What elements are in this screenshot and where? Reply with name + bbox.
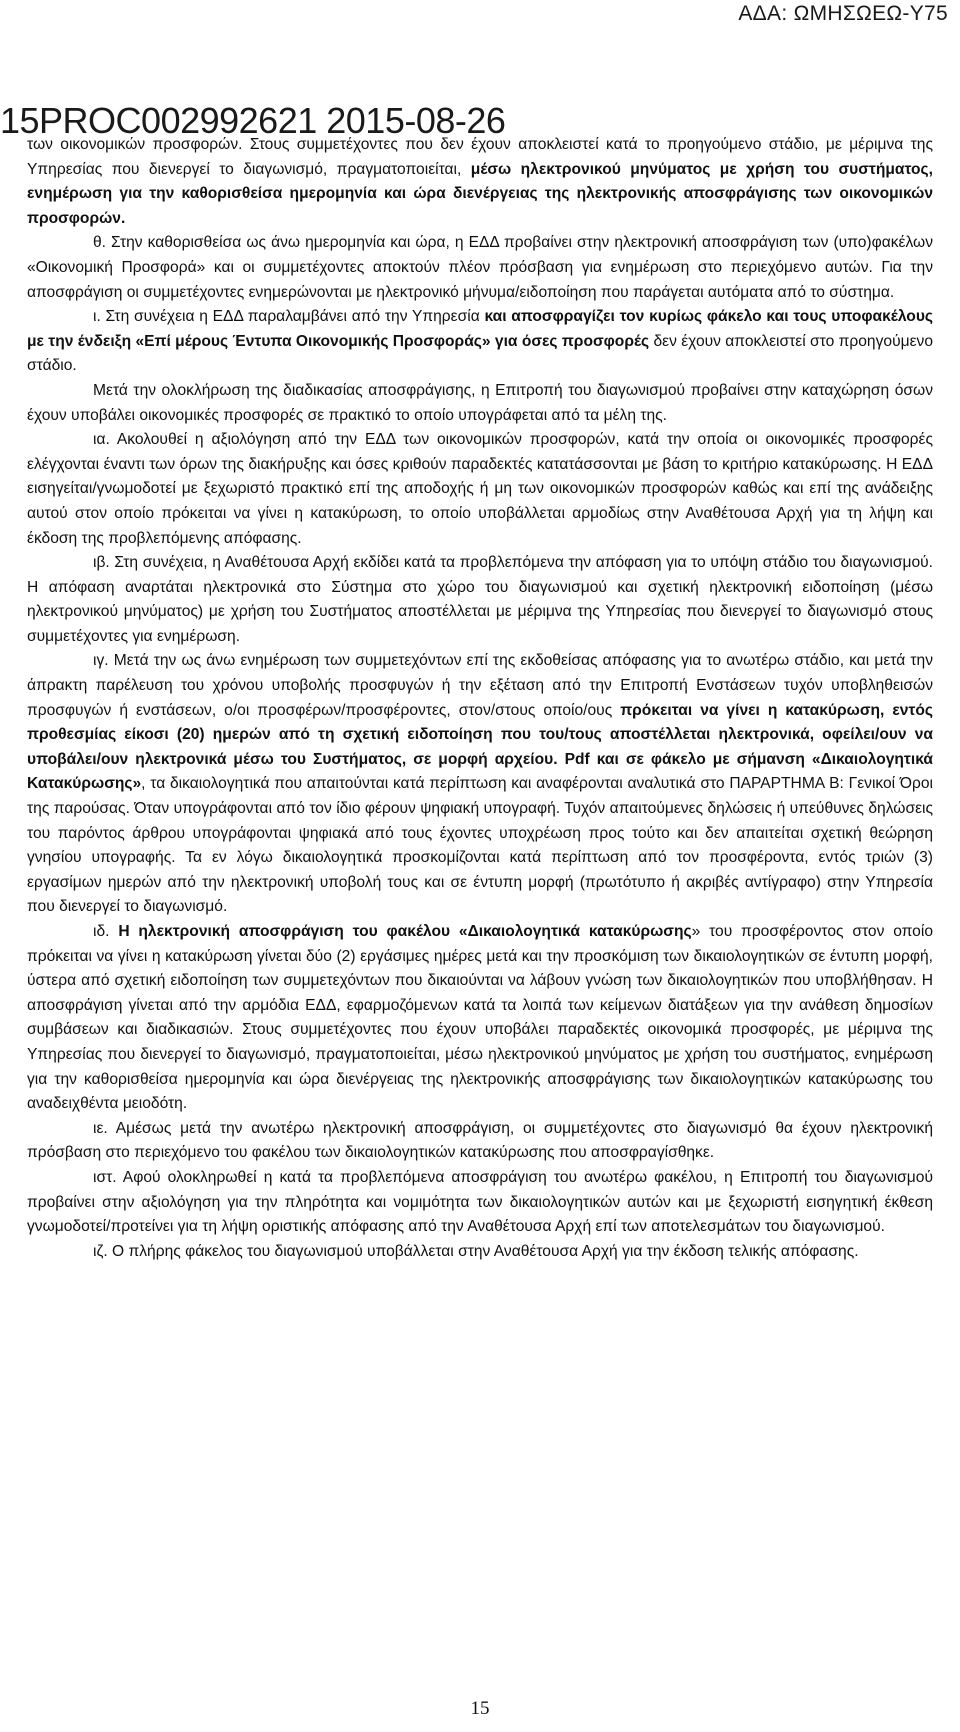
paragraph-after-unsealing: Μετά την ολοκλήρωση της διαδικασίας αποσφράγισης, η Επιτροπή του διαγωνισμού προβαίνει στην καταχώρηση όσων έχουν υποβάλει οικονομικές προσφορές σε πρακτικό το οποίο υπογράφεται από τα μέλη της. bbox=[27, 381, 933, 424]
document-body bbox=[27, 133, 933, 1264]
bold-segment: μέσω ηλεκτρονικού μηνύματος με χρήση του συστήματος, ενημέρωση για την καθορισθείσα ημερομηνία και ώρα διενέργειας της ηλεκτρονικής αποσφράγισης των οικονομικών προσφορών. bbox=[27, 160, 933, 227]
paragraph-theta: θ. Στην καθορισθείσα ως άνω ημερομηνία και ώρα, η ΕΔΔ προβαίνει στην ηλεκτρονική αποσφράγιση των (υπο)φακέλων «Οικονομική Προσφορά» και οι συμμετέχοντες αποκτούν πλέον πρόσβαση για ενημέρωση στο περιεχόμενο αυτών. Για την αποσφράγιση οι συμμετέχοντες ενημερώνονται με ηλεκτρονικό μήνυμα/ειδοποίηση που παράγεται αυτόματα από το σύστημα. bbox=[27, 234, 933, 301]
bold-segment: και αποσφραγίζει τον κυρίως φάκελο και τους υποφακέλους με την ένδειξη «Επί μέρους Έντυπα Οικονομικής Προσφοράς» για όσες προσφορές bbox=[27, 308, 934, 350]
paragraph-ia: ια. Ακολουθεί η αξιολόγηση από την ΕΔΔ των οικονομικών προσφορών, κατά την οποία οι οικονομικές προσφορές ελέγχονται έναντι των όρων της διακήρυξης και όσες κριθούν παραδεκτές κατατάσσονται με βάση το κριτήριο κατακύρωσης. Η ΕΔΔ εισηγείται/γνωμοδοτεί με ξεχωριστό πρακτικό επί της αποδοχής ή μη των οικονομικών προσφορών καθώς και επί της ανάδειξης αυτού στον οποίο πρόκειται να γίνει η κατακύρωση, το οποίο υποβάλλεται αρμοδίως στην Αναθέτουσα Αρχή για τη λήψη και έκδοση της προβλεπόμενης απόφασης. bbox=[27, 431, 933, 547]
text-segment: » του προσφέροντος στον οποίο πρόκειται να γίνει η κατακύρωση γίνεται δύο (2) εργάσιμες ημέρες μετά και την προσκόμιση των δικαιολογητικών σε έντυπη μορφή, ύστερα από σχετική ειδοποίηση των συμμετεχόντων που δικαιούνται να λάβουν γνώση των δικαιολογητικών που υποβλήθησαν. Η αποσφράγιση γίνεται από την αρμόδια ΕΔΔ, εφαρμοζόμενων κατά τα λοιπά των κείμενων διατάξεων για την ανάθεση δημοσίων συμβάσεων και διαδικασιών. Στους συμμετέχοντες που έχουν υποβάλει παραδεκτές οικονομικά προσφορές, με μέριμνα της Υπηρεσίας που διενεργεί το διαγωνισμό, πραγματοποιείται, μέσω ηλεκτρονικού μηνύματος με χρήση του συστήματος, ενημέρωση για την καθορισθείσα ημερομηνία και ώρα διενέργειας της ηλεκτρονικής αποσφράγισης των δικαιολογητικών κατακύρωσης του αναδειχθέντα μειοδότη. bbox=[27, 923, 933, 1113]
paragraph-ist: ιστ. Αφού ολοκληρωθεί η κατά τα προβλεπόμενα αποσφράγιση του ανωτέρω φακέλου, η Επιτροπή του διαγωνισμού προβαίνει στην αξιολόγηση για την πληρότητα και νομιμότητα των δικαιολογητικών αυτών και με ξεχωριστή εισηγητική έκθεση γνωμοδοτεί/προτείνει για τη λήψη οριστικής απόφασης από την Αναθέτουσα Αρχή επί των αποτελεσμάτων του διαγωνισμού. bbox=[27, 1168, 933, 1236]
ada-code: ΑΔΑ: ΩΜΗΣΩΕΩ-Υ75 bbox=[738, 2, 948, 25]
text-segment: των οικονομικών προσφορών. Στους συμμετέχοντες που δεν έχουν αποκλειστεί κατά το προηγούμενο στάδιο, με μέριμνα της Υπηρεσίας που διενεργεί το διαγωνισμό, πραγματοποιείται, bbox=[27, 136, 933, 178]
bold-segment: πρόκειται να γίνει η κατακύρωση, εντός προθεσμίας είκοσι (20) ημερών από τη σχετική ειδοποίηση που του/τους αποστέλλεται ηλεκτρονικά, οφείλει/ουν να υποβάλει/ουν ηλεκτρονικά μέσω του Συστήματος, σε μορφή αρχείου. Pdf και σε φάκελο με σήμανση «Δικαιολογητικά Κατακύρωσης» bbox=[27, 701, 933, 793]
page-number: 15 bbox=[470, 1698, 490, 1719]
paragraph-ig bbox=[27, 649, 933, 920]
paragraph-ie: ιε. Αμέσως μετά την ανωτέρω ηλεκτρονική αποσφράγιση, οι συμμετέχοντες στο διαγωνισμό θα έχουν ηλεκτρονική πρόσβαση στο περιεχόμενο του φακέλου των δικαιολογητικών κατακύρωσης που αποσφραγίσθηκε. bbox=[27, 1119, 933, 1162]
text-segment: ιγ. Μετά την ως άνω ενημέρωση των συμμετεχόντων επί της εκδοθείσας απόφασης για το ανωτέρω στάδιο, και μετά την άπρακτη παρέλευση του χρόνου υποβολής προσφυγών ή την εξέταση από την Επιτροπή Ενστάσεων τυχόν υποβληθεισών προσφυγών ή ενστάσεων, ο/οι προσφέρων/προσφέροντες, στον/στους οποίο/ους bbox=[27, 652, 933, 719]
bold-segment: Η ηλεκτρονική αποσφράγιση του φακέλου «Δικαιολογητικά κατακύρωσης bbox=[118, 923, 692, 940]
text-segment: , τα δικαιολογητικά που απαιτούνται κατά περίπτωση και αναφέρονται αναλυτικά στο ΠΑΡΑΡΤΗΜΑ Β: Γενικοί Όροι της παρούσας. Όταν υπογράφονται από τον ίδιο φέρουν ψηφιακή υπογραφή. Τυχόν απαιτούμενες δηλώσεις ή υπεύθυνες δηλώσεις του παρόντος άρθρου υπογράφονται ψηφιακά από τους έχοντες υποχρέωση προς τούτο και δεν απαιτείται σχετική θεώρηση γνησίου υπογραφής. Τα εν λόγω δικαιολογητικά προσκομίζονται κατά περίπτωση από τον προσφέροντα, εντός τριών (3) εργασίμων ημερών από την ηλεκτρονική υποβολή τους και σε έντυπη μορφή (πρωτότυπο ή ακριβές αντίγραφο) στην Υπηρεσία που διενεργεί το διαγωνισμό. bbox=[27, 775, 933, 916]
document-id: 15PROC002992621 2015-08-26 bbox=[0, 100, 506, 141]
text-segment: ι. Στη συνέχεια η ΕΔΔ παραλαμβάνει από την Υπηρεσία bbox=[93, 308, 485, 326]
paragraph-offers-notification bbox=[27, 133, 933, 231]
paragraph-ib: ιβ. Στη συνέχεια, η Αναθέτουσα Αρχή εκδίδει κατά τα προβλεπόμενα την απόφαση για το υπόψη στάδιο του διαγωνισμού. Η απόφαση αναρτάται ηλεκτρονικά στο Σύστημα στο χώρο του διαγωνισμού και σχετική ηλεκτρονική ειδοποίηση (μέσω ηλεκτρονικού μηνύματος) με χρήση του Συστήματος αποστέλλεται με μέριμνα της Υπηρεσίας που διενεργεί το διαγωνισμό στους συμμετέχοντες για ενημέρωση. bbox=[27, 554, 933, 645]
paragraph-iota bbox=[27, 305, 933, 379]
text-segment: ιδ. bbox=[93, 923, 119, 940]
paragraph-iz: ιζ. Ο πλήρης φάκελος του διαγωνισμού υποβάλλεται στην Αναθέτουσα Αρχή για την έκδοση τελικής απόφασης. bbox=[93, 1242, 859, 1260]
paragraph-id bbox=[27, 920, 933, 1117]
text-segment: δεν έχουν αποκλειστεί στο προηγούμενο στάδιο. bbox=[27, 332, 934, 375]
